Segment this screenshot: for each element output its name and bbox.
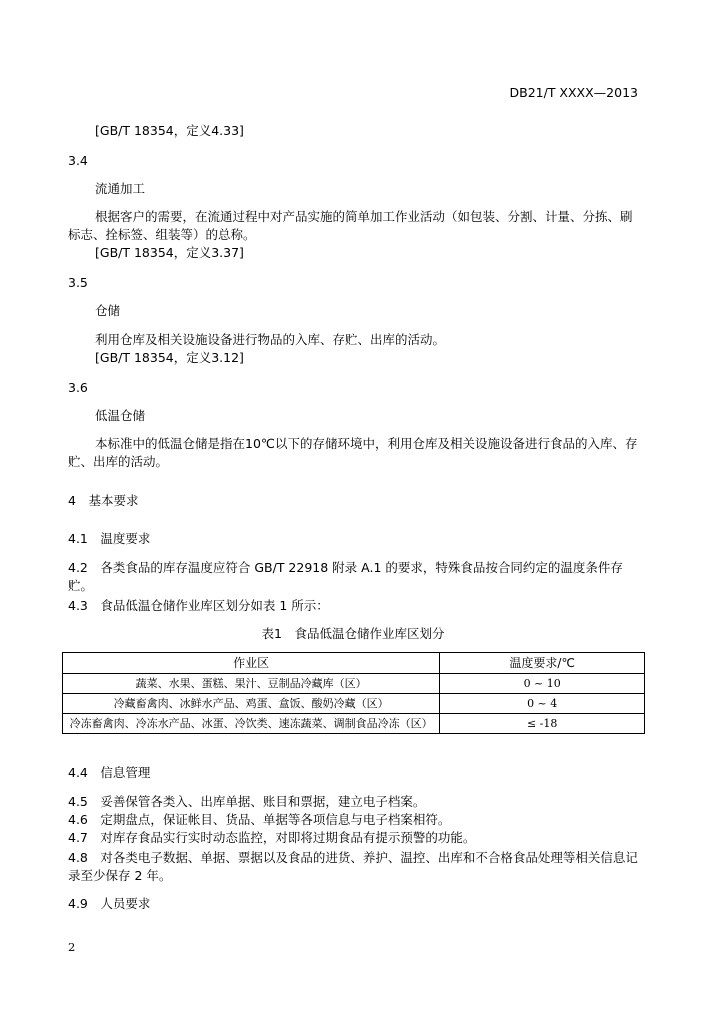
table-header-temperature: 温度要求/℃: [440, 653, 645, 674]
table-header-row: [63, 653, 645, 674]
clause-4-8: 4.8 对各类电子数据、单据、票据以及食品的进货、养护、温控、出库和不合格食品处理等相关信息记录至少保存 2 年。: [68, 850, 638, 883]
term-3-6: 低温仓储: [95, 408, 146, 423]
clause-4-2: 4.2 各类食品的库存温度应符合 GB/T 22918 附录 A.1 的要求，特殊食品按合同约定的温度条件存贮。: [68, 560, 623, 593]
term-3-4: 流通加工: [95, 181, 146, 196]
storage-zone-table: [62, 652, 645, 734]
clause-4-5: 4.5 妥善保管各类入、出库单据、账目和票据，建立电子档案。: [68, 794, 426, 809]
reference-3-37: [GB/T 18354，定义3.37]: [95, 245, 244, 260]
table-cell-temperature: 0 ~ 4: [440, 694, 645, 714]
clause-number-3-5: 3.5: [68, 275, 88, 290]
clause-4-7: 4.7 对库存食品实行实时动态监控，对即将过期食品有提示预警的功能。: [68, 830, 476, 845]
definition-3-6: 本标准中的低温仓储是指在10℃以下的存储环境中，利用仓库及相关设施设备进行食品的入库、存贮、出库的活动。: [68, 436, 638, 469]
document-id-header: DB21/T XXXX—2013: [509, 85, 638, 100]
clause-4-6: 4.6 定期盘点，保证帐目、货品、单据等各项信息与电子档案相符。: [68, 812, 451, 827]
table-cell-zone: 蔬菜、水果、蛋糕、果汁、豆制品冷藏库（区）: [63, 674, 440, 694]
reference-4-33: [GB/T 18354，定义4.33]: [95, 123, 244, 138]
clause-number-3-6: 3.6: [68, 380, 88, 395]
table-cell-zone: 冷冻畜禽肉、冷冻水产品、冰蛋、冷饮类、速冻蔬菜、调制食品冷冻（区）: [63, 714, 440, 734]
definition-3-4: 根据客户的需要，在流通过程中对产品实施的简单加工作业活动（如包装、分割、计量、分拣、刷标志、拴标签、组装等）的总称。: [68, 209, 633, 242]
definition-3-5: 利用仓库及相关设施设备进行物品的入库、存贮、出库的活动。: [95, 332, 446, 347]
section-heading-4: 4 基本要求: [68, 493, 139, 508]
page-number: 2: [68, 940, 76, 954]
table-row: [63, 694, 645, 714]
table-row: [63, 674, 645, 694]
table-cell-zone: 冷藏畜禽肉、冰鲜水产品、鸡蛋、盒饭、酸奶冷藏（区）: [63, 694, 440, 714]
section-heading-4-9: 4.9 人员要求: [68, 896, 151, 911]
table-header-zone: 作业区: [63, 653, 440, 674]
clause-4-3: 4.3 食品低温仓储作业库区划分如表 1 所示：: [68, 598, 329, 613]
section-heading-4-1: 4.1 温度要求: [68, 531, 151, 546]
table-cell-temperature: 0 ~ 10: [440, 674, 645, 694]
term-3-5: 仓储: [95, 303, 121, 318]
table-caption: 表1 食品低温仓储作业库区划分: [261, 626, 445, 641]
reference-3-12: [GB/T 18354，定义3.12]: [95, 350, 244, 365]
section-heading-4-4: 4.4 信息管理: [68, 765, 151, 780]
clause-number-3-4: 3.4: [68, 153, 88, 168]
table-row: [63, 714, 645, 734]
table-cell-temperature: ≤ -18: [440, 714, 645, 734]
